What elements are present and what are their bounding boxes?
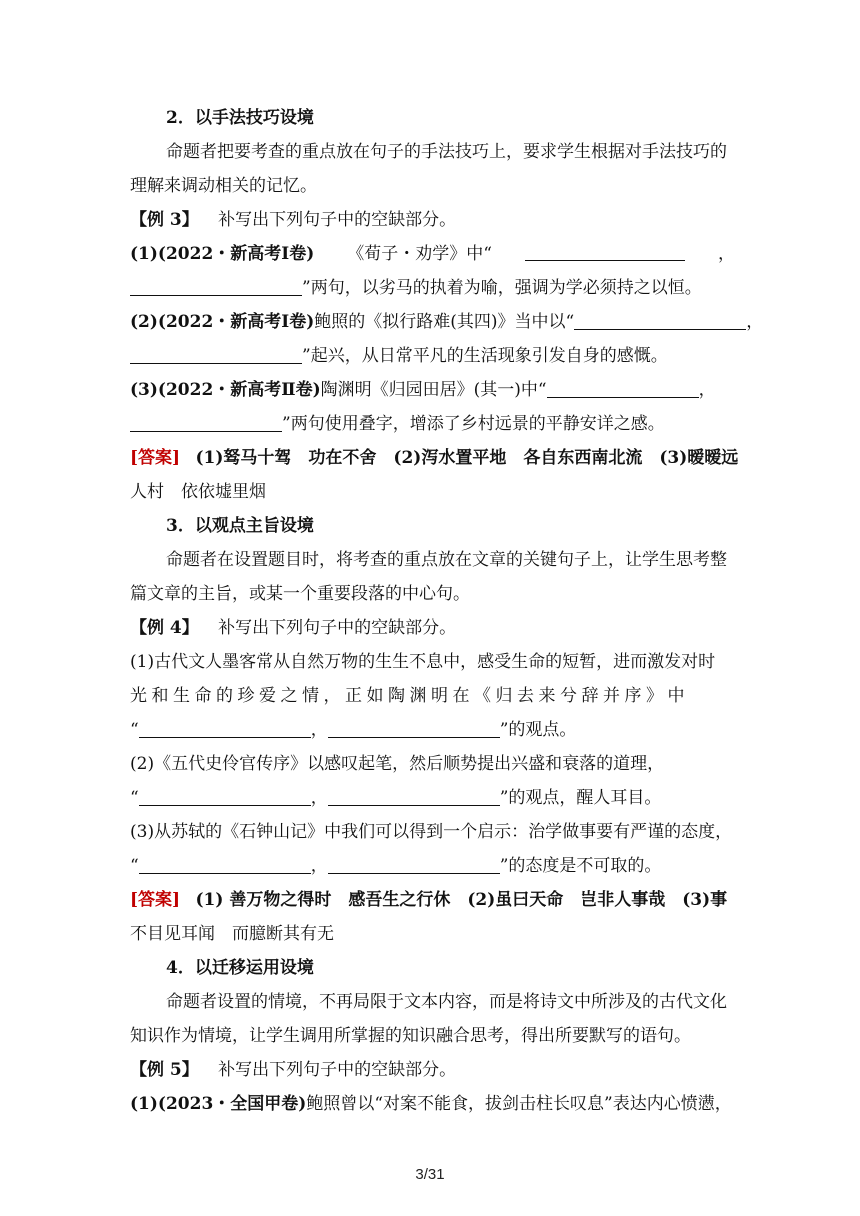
example-4-q3-line-1: (3)从苏轼的《石钟山记》中我们可以得到一个启示：治学做事要有严谨的态度， (130, 822, 733, 842)
answer-blank[interactable] (547, 379, 699, 398)
example-4-line (130, 616, 735, 640)
open-quote: “ (130, 720, 139, 740)
open-quote: “ (130, 856, 139, 876)
example-4-answer-text: (1) 善万物之得时 感吾生之行休 (2)虽曰天命 岂非人事哉 (3)事 (195, 890, 728, 910)
answer-tag: [答案] (130, 890, 181, 910)
example-5-q1-prefix: (1)(2023・全国甲卷) (130, 1094, 307, 1114)
example-4-tag: 【例 4】 (130, 618, 199, 638)
answer-blank[interactable] (328, 855, 500, 874)
example-4-q2-line-2 (130, 786, 735, 810)
example-3-answer-line-1 (130, 446, 739, 470)
section-4-heading: 4．以迁移运用设境 (166, 958, 314, 978)
example-3-q3-line-2 (130, 412, 735, 436)
answer-blank[interactable] (130, 345, 302, 364)
example-3-q1-end: ”两句，以劣马的执着为喻，强调为学必须持之以恒。 (302, 278, 702, 298)
example-3-answer-line-2: 人村 依依墟里烟 (130, 482, 266, 502)
comma: ， (310, 720, 328, 740)
example-4-q2-line-1: (2)《五代史伶官传序》以感叹起笔，然后顺势提出兴盛和衰落的道理， (130, 754, 665, 774)
comma: ， (310, 788, 328, 808)
answer-blank[interactable] (130, 413, 282, 432)
example-4-q2-end: ”的观点，醒人耳目。 (499, 788, 662, 808)
example-3-q2-line-2 (130, 344, 735, 368)
example-5-tag: 【例 5】 (130, 1060, 199, 1080)
section-3-heading: 3．以观点主旨设境 (166, 516, 314, 536)
example-3-q3-line-1 (130, 378, 735, 402)
page-number: 3/31 (415, 1166, 445, 1183)
example-3-answer-text: (1)驽马十驾 功在不舍 (2)泻水置平地 各自东西南北流 (3)暧暧远 (195, 448, 739, 468)
open-quote: “ (130, 788, 139, 808)
comma: ， (310, 856, 328, 876)
example-3-instruction: 补写出下列句子中的空缺部分。 (218, 210, 457, 230)
example-4-answer-line-2: 不目见耳闻 而臆断其有无 (130, 924, 334, 944)
section-4-desc-line-2: 知识作为情境，让学生调用所掌握的知识融合思考，得出所要默写的语句。 (130, 1026, 691, 1046)
example-3-q1-prefix: (1)(2022・新高考Ⅰ卷) (130, 244, 315, 264)
answer-blank[interactable] (328, 787, 500, 806)
answer-blank[interactable] (139, 855, 311, 874)
answer-blank[interactable] (130, 277, 302, 296)
example-3-tag: 【例 3】 (130, 210, 199, 230)
example-3-q2-end: ”起兴，从日常平凡的生活现象引发自身的感慨。 (302, 346, 668, 366)
example-3-q2-line-1 (130, 310, 764, 334)
example-4-q1-line-2: 光和生命的珍爱之情，正如陶渊明在《归去来兮辞并序》中 (130, 686, 689, 706)
answer-tag: [答案] (130, 448, 181, 468)
example-4-instruction: 补写出下列句子中的空缺部分。 (218, 618, 457, 638)
comma: ， (717, 244, 735, 264)
section-2-heading: 2．以手法技巧设境 (166, 108, 314, 128)
section-3-desc-line-1: 命题者在设置题目时，将考查的重点放在文章的关键句子上，让学生思考整 (166, 550, 727, 570)
example-4-q1-end: ”的观点。 (499, 720, 577, 740)
example-3-q3-end: ”两句使用叠字，增添了乡村远景的平静安详之感。 (282, 414, 665, 434)
example-5-q1-line-1 (130, 1092, 735, 1116)
example-4-q1-line-1: (1)古代文人墨客常从自然万物的生生不息中，感受生命的短暂，进而激发对时 (130, 652, 716, 672)
answer-blank[interactable] (525, 242, 685, 261)
example-5-instruction: 补写出下列句子中的空缺部分。 (218, 1060, 457, 1080)
example-3-q3-prefix: (3)(2022・新高考Ⅱ卷) (130, 380, 321, 400)
answer-blank[interactable] (574, 311, 746, 330)
example-4-q3-line-2 (130, 854, 735, 878)
section-4-desc-line-1: 命题者设置的情境，不再局限于文本内容，而是将诗文中所涉及的古代文化 (166, 992, 727, 1012)
example-4-q1-line-3 (130, 718, 735, 742)
example-3-q2-prefix: (2)(2022・新高考Ⅰ卷) (130, 312, 315, 332)
example-3-q3-text: 陶渊明《归园田居》(其一)中“ (320, 380, 547, 400)
example-3-q1-line-1 (130, 242, 735, 266)
example-3-q2-text: 鲍照的《拟行路难(其四)》当中以“ (314, 312, 575, 332)
example-5-line (130, 1058, 735, 1082)
example-3-line (130, 208, 735, 232)
example-4-q3-end: ”的态度是不可取的。 (499, 856, 662, 876)
section-2-desc-line-2: 理解来调动相关的记忆。 (130, 176, 317, 196)
example-3-q1-text: 《荀子・劝学》中“ (347, 244, 492, 264)
section-3-desc-line-2: 篇文章的主旨，或某一个重要段落的中心句。 (130, 584, 470, 604)
section-2-desc-line-1: 命题者把要考查的重点放在句子的手法技巧上，要求学生根据对手法技巧的 (166, 142, 727, 162)
answer-blank[interactable] (139, 719, 311, 738)
answer-blank[interactable] (328, 719, 500, 738)
example-5-q1-text: 鲍照曾以“对案不能食，拔剑击柱长叹息”表达内心愤懑， (306, 1094, 732, 1114)
answer-blank[interactable] (139, 787, 311, 806)
comma: ， (698, 380, 716, 400)
example-3-q1-line-2 (130, 276, 735, 300)
example-4-answer-line-1 (130, 888, 735, 912)
comma: ， (746, 312, 764, 332)
